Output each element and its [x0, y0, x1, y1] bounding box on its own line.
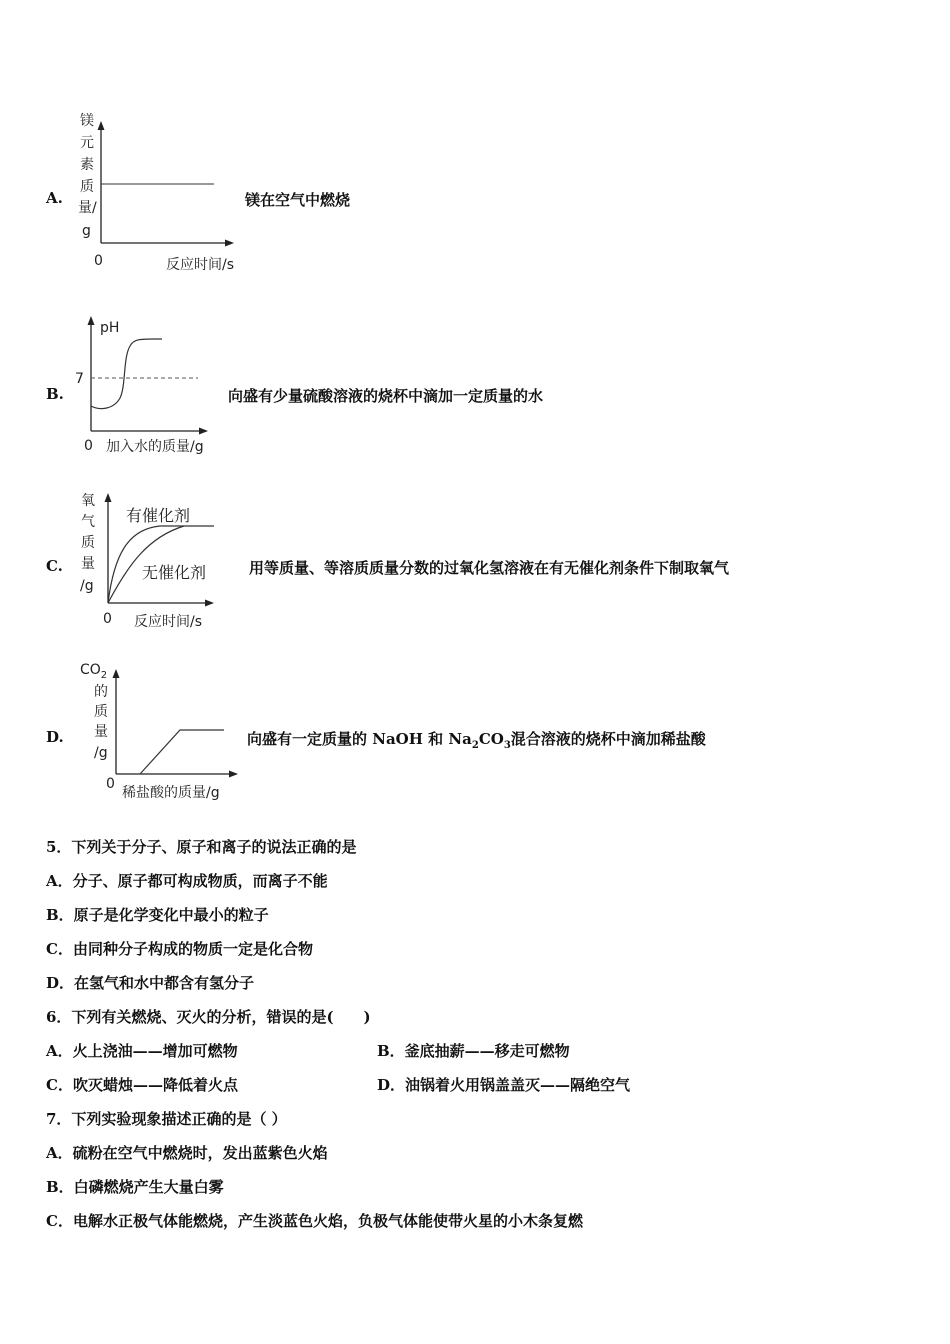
graph-a-ylabel: [78, 113, 97, 239]
graph-b-ylabel: pH: [100, 320, 120, 336]
graph-d: [74, 655, 244, 810]
graph-c-x-arrow: [205, 600, 214, 607]
question-7-option-a: A．硫粉在空气中燃烧时，发出蓝紫色火焰: [46, 1144, 328, 1162]
question-5-option-c: C．由同种分子构成的物质一定是化合物: [46, 940, 313, 958]
question-6-option-c: C．吹灭蜡烛——降低着火点: [46, 1076, 238, 1094]
option-a-letter: A.: [46, 189, 63, 207]
graph-b-x-arrow: [199, 428, 208, 435]
graph-b-y-arrow: [88, 316, 95, 325]
graph-d-ylabel-co: CO: [80, 662, 101, 678]
question-6-option-b: B．釜底抽薪——移走可燃物: [377, 1042, 570, 1060]
graph-b-reference-label: 7: [75, 371, 84, 387]
option-d-description: [247, 728, 706, 751]
graph-d-xlabel: 稀盐酸的质量/g: [122, 785, 220, 801]
graph-c-legend-no-catalyst: 无催化剂: [142, 563, 207, 582]
graph-a-y-arrow: [98, 121, 105, 130]
graph-a-origin: 0: [94, 253, 103, 269]
graph-c-ylabel-1: 氧: [81, 493, 95, 509]
graph-c-ylabel-2: 气: [81, 514, 95, 530]
graph-a: [70, 105, 250, 275]
option-d-desc-and: 和: [428, 730, 444, 748]
graph-c-y-arrow: [105, 493, 112, 502]
question-6-stem: 6．下列有关燃烧、灭火的分析，错误的是( ): [46, 1008, 371, 1026]
option-d-letter: D.: [46, 728, 64, 746]
option-d-desc-na2co3: [448, 730, 511, 751]
graph-d-y-arrow: [113, 669, 120, 678]
question-6-option-a: A．火上浇油——增加可燃物: [46, 1042, 238, 1060]
graph-c-xlabel: 反应时间/s: [134, 614, 203, 630]
graph-c-ylabel-4: 量: [81, 556, 95, 572]
question-5-stem: 5．下列关于分子、原子和离子的说法正确的是: [46, 838, 357, 856]
graph-a-xlabel: 反应时间/s: [166, 257, 235, 273]
graph-c-legend-catalyst: 有催化剂: [126, 506, 191, 525]
graph-a-ylabel-5: 量/: [78, 200, 97, 216]
option-b-description: 向盛有少量硫酸溶液的烧杯中滴加一定质量的水: [228, 387, 544, 405]
option-d-desc-na: Na: [448, 730, 472, 748]
option-d-desc-after: 混合溶液的烧杯中滴加稀盐酸: [510, 730, 706, 748]
graph-c: [70, 485, 235, 635]
question-7-stem: 7．下列实验现象描述正确的是（ ）: [46, 1110, 287, 1128]
option-d-desc-co: CO: [478, 730, 504, 748]
graph-d-ylabel-co2: [80, 662, 107, 681]
graph-d-origin: 0: [106, 776, 115, 792]
graph-b-origin: 0: [84, 438, 93, 454]
option-d-desc-sub2: 2: [471, 740, 479, 751]
option-c-letter: C.: [46, 557, 63, 575]
graph-d-ylabel-2: 质: [94, 704, 108, 720]
graph-a-ylabel-4: 质: [80, 179, 94, 195]
graph-c-origin: 0: [103, 611, 112, 627]
graph-d-ylabel-4: /g: [94, 745, 108, 761]
graph-b-series-curve: [91, 339, 162, 409]
question-5-option-d: D．在氢气和水中都含有氢分子: [46, 974, 255, 992]
option-d-desc-before: 向盛有一定质量的: [247, 730, 368, 748]
graph-a-x-arrow: [225, 240, 234, 247]
graph-c-ylabel-5: /g: [80, 578, 94, 594]
graph-a-ylabel-6: g: [82, 223, 91, 239]
option-a-description: 镁在空气中燃烧: [245, 191, 351, 209]
graph-c-ylabel: [80, 493, 95, 594]
option-d-desc-naoh: NaOH: [372, 730, 423, 748]
graph-c-ylabel-3: 质: [81, 535, 95, 551]
question-7-option-c: C．电解水正极气体能燃烧，产生淡蓝色火焰，负极气体能使带火星的小木条复燃: [46, 1212, 583, 1230]
question-5-option-a: A．分子、原子都可构成物质，而离子不能: [46, 872, 328, 890]
option-b-letter: B.: [46, 385, 64, 403]
question-5-option-b: B．原子是化学变化中最小的粒子: [46, 906, 269, 924]
option-c-description: 用等质量、等溶质质量分数的过氧化氢溶液在有无催化剂条件下制取氧气: [249, 559, 730, 577]
graph-a-ylabel-3: 素: [80, 157, 94, 173]
graph-a-ylabel-1: 镁: [80, 113, 94, 129]
graph-d-ylabel-sub: 2: [100, 670, 108, 681]
graph-b-xlabel: 加入水的质量/g: [106, 439, 204, 455]
question-6-option-d: D．油锅着火用锅盖盖灭——隔绝空气: [377, 1076, 631, 1094]
graph-a-ylabel-2: 元: [80, 135, 94, 151]
graph-b: [70, 310, 230, 460]
graph-d-ylabel-3: 量: [94, 724, 108, 740]
option-d-desc-sub3: 3: [503, 740, 511, 751]
graph-d-series-line: [140, 730, 224, 774]
graph-d-ylabel-1: 的: [94, 684, 108, 700]
graph-d-x-arrow: [229, 771, 238, 778]
question-7-option-b: B．白磷燃烧产生大量白雾: [46, 1178, 224, 1196]
